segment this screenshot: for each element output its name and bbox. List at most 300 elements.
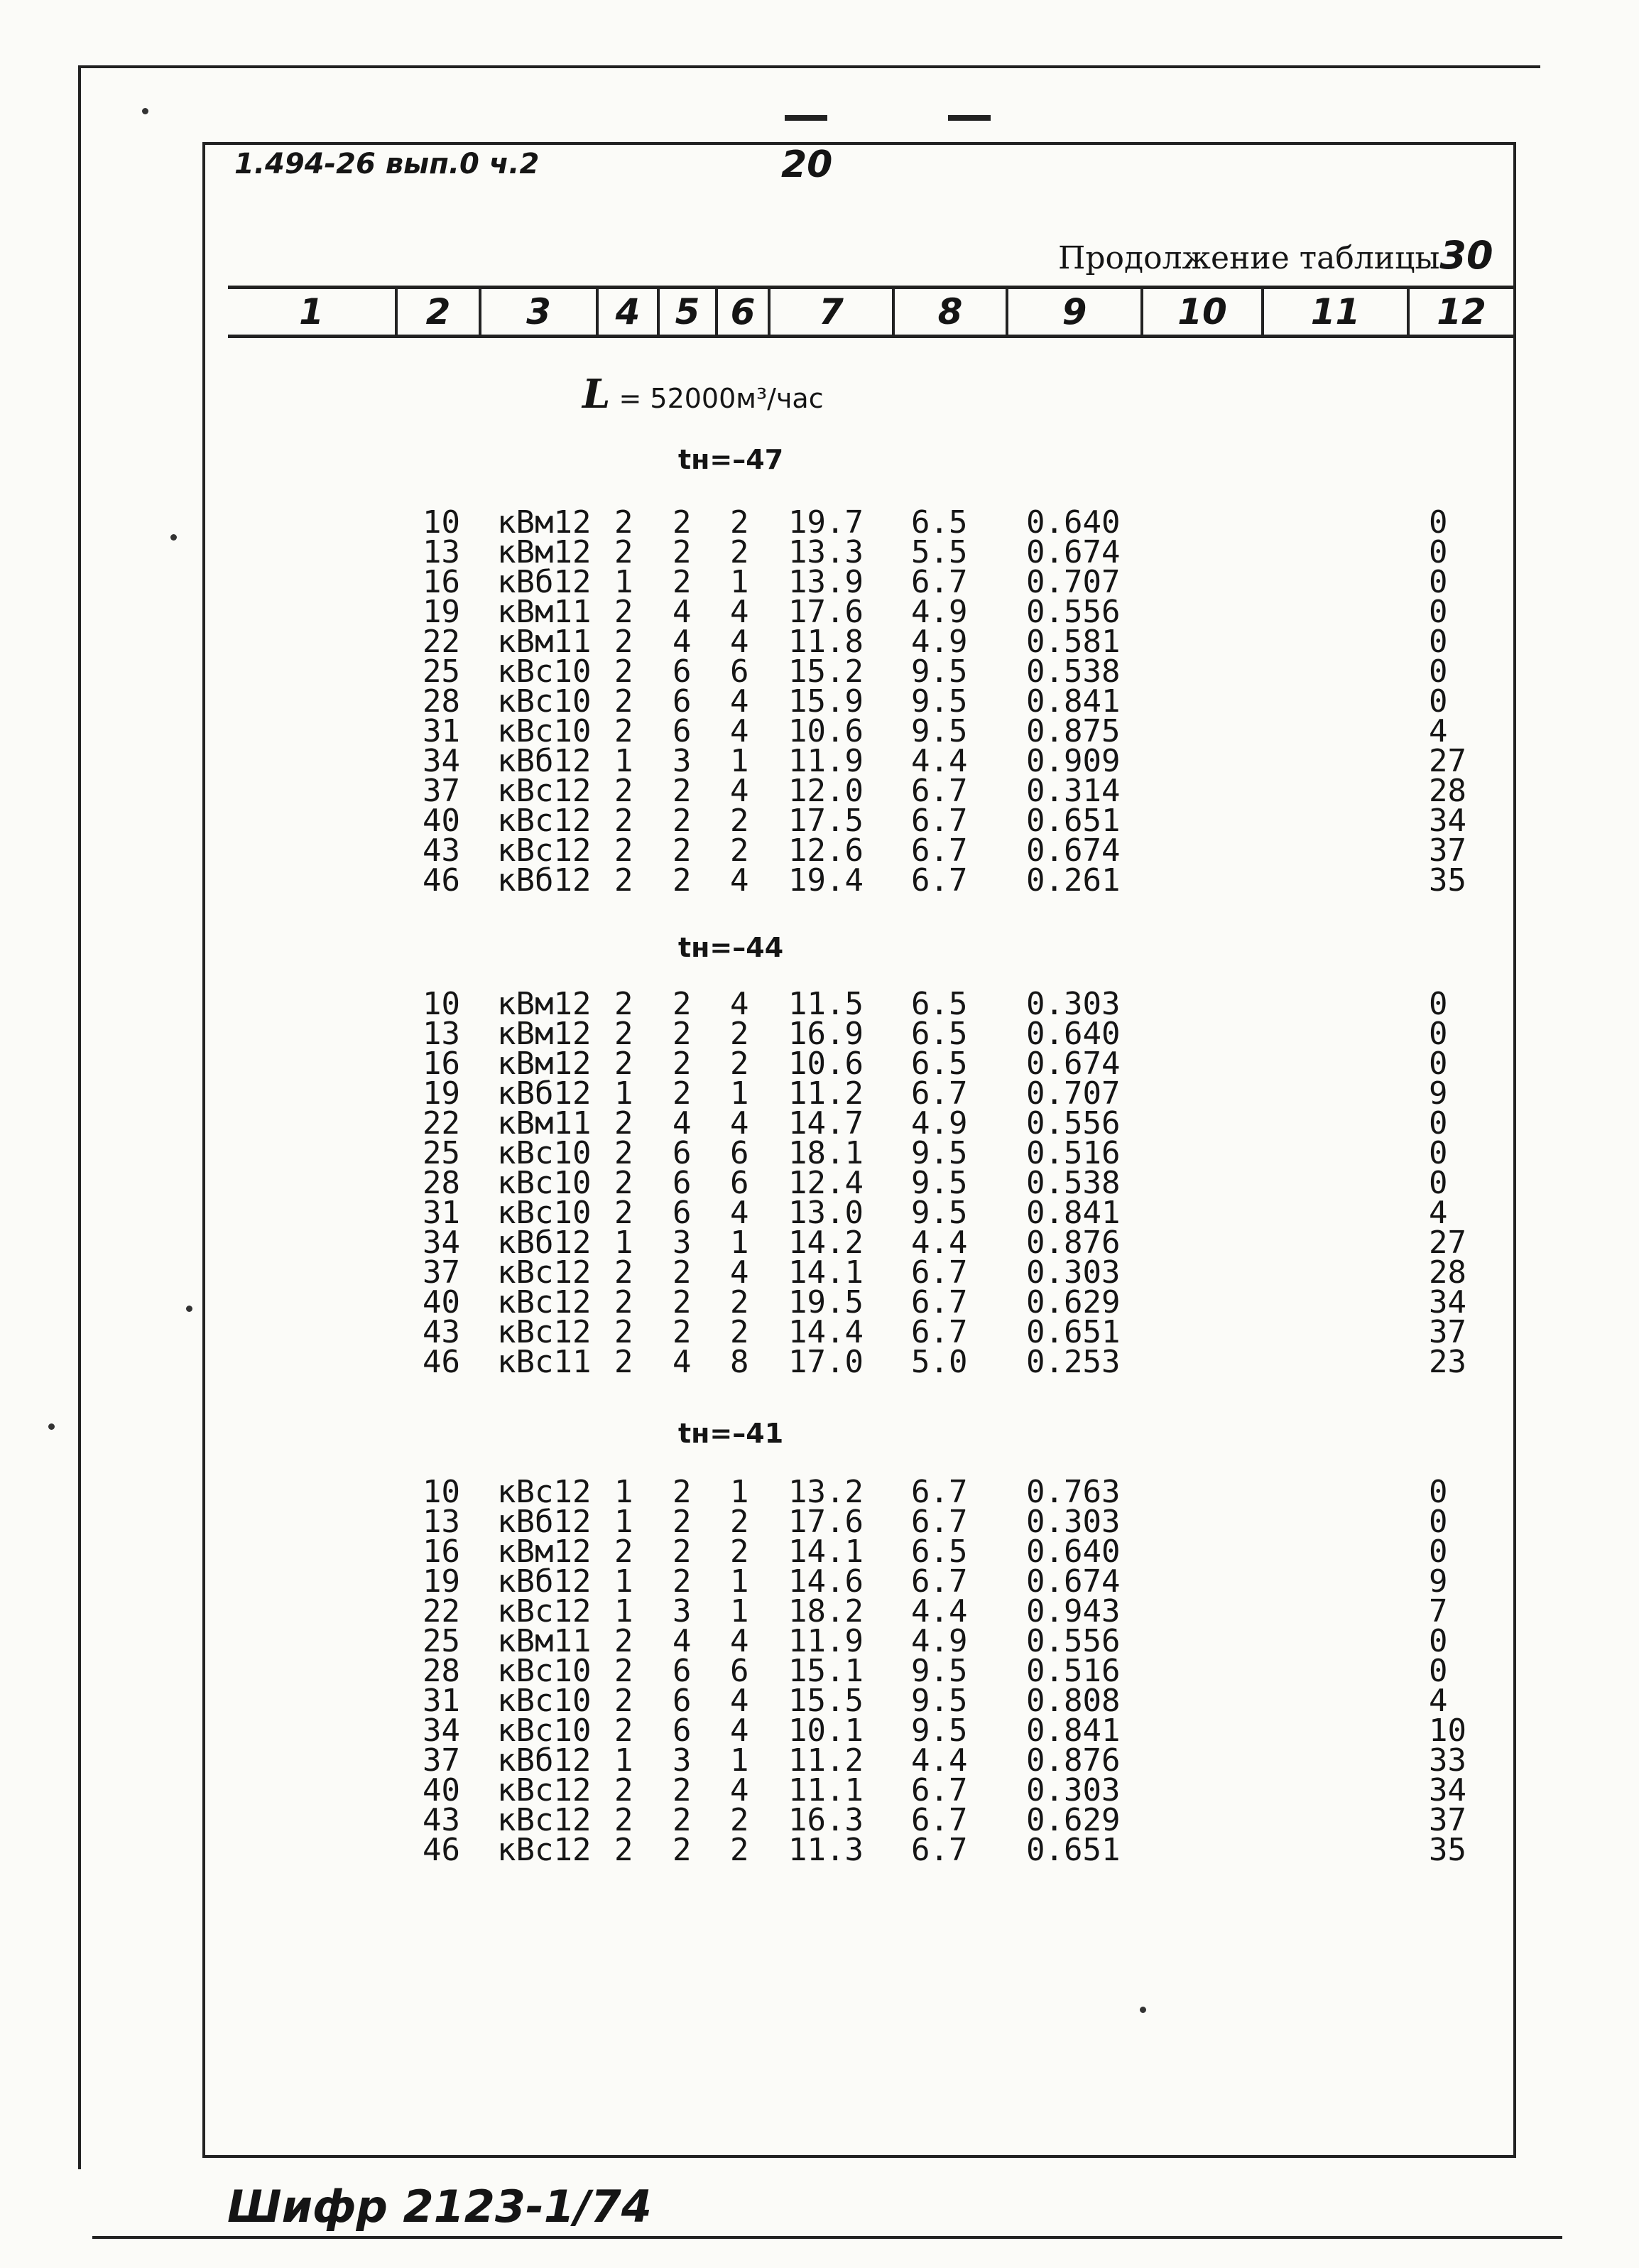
table-cell: 2	[673, 1284, 692, 1320]
table-cell: 6.7	[911, 862, 968, 899]
table-cell: 6.5	[911, 504, 968, 541]
table-cell: 0	[1429, 1046, 1448, 1082]
table-cell: 15.2	[788, 653, 864, 690]
table-cell: 10.6	[788, 1046, 864, 1082]
table-cell: 2	[614, 1254, 633, 1291]
table-cell: 16.9	[788, 1016, 864, 1052]
table-cell: 2	[614, 1135, 633, 1171]
table-cell: 0.909	[1026, 743, 1121, 779]
table-cell: 4	[730, 594, 749, 630]
page-number: 20	[781, 143, 833, 186]
table-cell: 2	[614, 1653, 633, 1689]
table-cell: 34	[1429, 1772, 1466, 1808]
table-cell: 11.3	[788, 1832, 864, 1868]
table-cell: 0.556	[1026, 1105, 1121, 1141]
table-cell: 9.5	[911, 713, 968, 749]
table-cell: 2	[673, 564, 692, 600]
table-cell: 2	[673, 504, 692, 541]
table-cell: 23	[1429, 1344, 1466, 1380]
table-cell: 0	[1429, 1534, 1448, 1570]
table-cell: 1	[730, 1563, 749, 1600]
table-cell: 0	[1429, 653, 1448, 690]
table-cell: 6.7	[911, 773, 968, 809]
table-cell: 1	[614, 564, 633, 600]
table-cell: 6.7	[911, 1802, 968, 1838]
table-cell: 4.4	[911, 1742, 968, 1779]
table-cell: 2	[673, 1314, 692, 1350]
table-cell: 0.876	[1026, 1742, 1121, 1779]
table-cell: кВс10	[497, 1713, 592, 1749]
table-cell: 2	[673, 1016, 692, 1052]
table-cell: 3	[673, 743, 692, 779]
table-cell: 10.6	[788, 713, 864, 749]
section-temperature-label: tн=–47	[678, 444, 784, 475]
table-cell: 0	[1429, 594, 1448, 630]
table-cell: 2	[673, 1772, 692, 1808]
table-cell: 0.538	[1026, 1165, 1121, 1201]
table-cell: 0.674	[1026, 1563, 1121, 1600]
table-cell: 2	[614, 1016, 633, 1052]
table-cell: кВс12	[497, 803, 592, 839]
table-cell: 4	[730, 1195, 749, 1231]
table-cell: 4	[730, 1683, 749, 1719]
table-cell: 34	[423, 1713, 460, 1749]
column-header: 8	[892, 289, 1006, 335]
table-cell: 2	[614, 803, 633, 839]
table-cell: 0.707	[1026, 564, 1121, 600]
table-cell: 11.5	[788, 986, 864, 1022]
table-cell: 6.7	[911, 1563, 968, 1600]
table-cell: 4	[730, 624, 749, 660]
table-cell: 35	[1429, 862, 1466, 899]
table-cell: 0	[1429, 986, 1448, 1022]
table-cell: 22	[423, 1593, 460, 1629]
table-cell: 9.5	[911, 1713, 968, 1749]
table-cell: 1	[614, 1225, 633, 1261]
top-dash-mark	[948, 115, 991, 121]
column-header: 3	[479, 289, 596, 335]
table-cell: 0.556	[1026, 1623, 1121, 1659]
table-cell: 27	[1429, 1225, 1466, 1261]
table-cell: кВс10	[497, 1683, 592, 1719]
table-cell: 0.674	[1026, 1046, 1121, 1082]
table-cell: 11.9	[788, 1623, 864, 1659]
table-cell: 3	[673, 1742, 692, 1779]
table-cell: 6	[730, 653, 749, 690]
table-cell: 2	[730, 1314, 749, 1350]
table-cell: 2	[614, 653, 633, 690]
table-cell: 13.0	[788, 1195, 864, 1231]
table-cell: 19.5	[788, 1284, 864, 1320]
table-cell: 12.0	[788, 773, 864, 809]
table-cell: 2	[673, 1504, 692, 1540]
table-cell: кВс10	[497, 1165, 592, 1201]
table-cell: 25	[423, 1623, 460, 1659]
table-cell: 1	[730, 1742, 749, 1779]
table-cell: 6	[673, 713, 692, 749]
table-cell: 4	[730, 1772, 749, 1808]
section-temperature-label: tн=–44	[678, 932, 784, 963]
table-cell: кВб12	[497, 1563, 592, 1600]
table-cell: 0.253	[1026, 1344, 1121, 1380]
table-cell: 2	[730, 504, 749, 541]
table-cell: кВм12	[497, 986, 592, 1022]
table-cell: кВм12	[497, 534, 592, 570]
column-header-row	[228, 286, 1513, 338]
table-cell: 0.651	[1026, 1832, 1121, 1868]
table-cell: 40	[423, 803, 460, 839]
table-cell: 0.651	[1026, 1314, 1121, 1350]
table-cell: 6.7	[911, 1284, 968, 1320]
table-cell: 6	[673, 1135, 692, 1171]
table-cell: 4.9	[911, 1105, 968, 1141]
ink-speck	[170, 534, 177, 541]
table-cell: 4	[730, 862, 749, 899]
table-cell: 40	[423, 1284, 460, 1320]
table-cell: 2	[614, 1832, 633, 1868]
table-cell: 16	[423, 1534, 460, 1570]
table-cell: 0	[1429, 1105, 1448, 1141]
table-cell: 0.516	[1026, 1135, 1121, 1171]
table-cell: 6	[673, 1195, 692, 1231]
table-cell: 1	[730, 1593, 749, 1629]
column-header: 12	[1407, 289, 1513, 335]
table-cell: 4	[730, 683, 749, 720]
table-cell: 4.4	[911, 743, 968, 779]
continuation-text: Продолжение таблицы	[1058, 240, 1440, 276]
table-cell: кВс12	[497, 1284, 592, 1320]
table-cell: 2	[614, 1046, 633, 1082]
table-cell: 0	[1429, 1474, 1448, 1510]
table-cell: 4.9	[911, 624, 968, 660]
table-cell: 0.674	[1026, 832, 1121, 869]
table-cell: 28	[423, 1653, 460, 1689]
table-cell: 37	[1429, 1314, 1466, 1350]
column-header: 4	[596, 289, 657, 335]
table-cell: 2	[673, 1046, 692, 1082]
table-cell: 6	[673, 1713, 692, 1749]
table-cell: 0.763	[1026, 1474, 1121, 1510]
table-cell: 2	[730, 1832, 749, 1868]
table-cell: 1	[730, 564, 749, 600]
table-cell: 0	[1429, 1165, 1448, 1201]
column-header: 6	[715, 289, 768, 335]
table-cell: 1	[614, 1593, 633, 1629]
table-cell: 9.5	[911, 1165, 968, 1201]
table-cell: кВс11	[497, 1344, 592, 1380]
table-cell: кВм11	[497, 1623, 592, 1659]
table-cell: 28	[1429, 1254, 1466, 1291]
table-cell: 2	[673, 1832, 692, 1868]
table-cell: 2	[673, 1075, 692, 1112]
table-cell: 10	[423, 504, 460, 541]
table-number: 30	[1439, 233, 1493, 278]
table-cell: 27	[1429, 743, 1466, 779]
table-cell: 2	[614, 832, 633, 869]
table-cell: 0.943	[1026, 1593, 1121, 1629]
table-cell: 0.314	[1026, 773, 1121, 809]
table-cell: 16	[423, 1046, 460, 1082]
table-cell: 35	[1429, 1832, 1466, 1868]
table-cell: 15.5	[788, 1683, 864, 1719]
table-cell: 1	[730, 743, 749, 779]
table-cell: 9	[1429, 1563, 1448, 1600]
table-cell: 0	[1429, 1504, 1448, 1540]
table-cell: кВс12	[497, 1772, 592, 1808]
table-cell: кВб12	[497, 743, 592, 779]
table-cell: 0.841	[1026, 1713, 1121, 1749]
table-cell: 0.629	[1026, 1802, 1121, 1838]
table-cell: 28	[423, 1165, 460, 1201]
table-cell: 6	[673, 1165, 692, 1201]
table-cell: 2	[614, 624, 633, 660]
table-cell: 37	[1429, 832, 1466, 869]
table-cell: 46	[423, 1832, 460, 1868]
table-cell: 19	[423, 1075, 460, 1112]
table-cell: 9.5	[911, 653, 968, 690]
table-cell: 2	[614, 1802, 633, 1838]
table-cell: 6.7	[911, 1254, 968, 1291]
table-cell: 11.2	[788, 1742, 864, 1779]
table-cell: 2	[730, 1284, 749, 1320]
table-cell: 0.303	[1026, 1254, 1121, 1291]
table-cell: 2	[614, 1713, 633, 1749]
column-header: 10	[1140, 289, 1261, 335]
table-cell: кВм12	[497, 1016, 592, 1052]
table-cell: 0.516	[1026, 1653, 1121, 1689]
table-cell: 6.7	[911, 1075, 968, 1112]
table-cell: 0.876	[1026, 1225, 1121, 1261]
table-cell: 0.640	[1026, 1016, 1121, 1052]
table-cell: 19	[423, 594, 460, 630]
table-cell: кВс12	[497, 1802, 592, 1838]
table-cell: 0.303	[1026, 1504, 1121, 1540]
table-cell: 46	[423, 862, 460, 899]
table-cell: 6	[730, 1135, 749, 1171]
table-cell: 1	[614, 1563, 633, 1600]
table-cell: 40	[423, 1772, 460, 1808]
flow-symbol: L	[582, 371, 611, 418]
table-cell: кВс10	[497, 1195, 592, 1231]
table-cell: 5.5	[911, 534, 968, 570]
table-cell: 2	[673, 986, 692, 1022]
table-cell: 9.5	[911, 1195, 968, 1231]
table-cell: 2	[614, 534, 633, 570]
table-cell: 43	[423, 832, 460, 869]
table-cell: 0	[1429, 1135, 1448, 1171]
column-header: 7	[768, 289, 892, 335]
table-cell: 6.7	[911, 564, 968, 600]
table-cell: кВс10	[497, 683, 592, 720]
table-cell: 2	[614, 773, 633, 809]
table-cell: 2	[673, 534, 692, 570]
table-cell: 0.651	[1026, 803, 1121, 839]
table-cell: 2	[673, 1474, 692, 1510]
table-cell: 17.6	[788, 594, 864, 630]
table-cell: 10	[1429, 1713, 1466, 1749]
table-cell: 28	[1429, 773, 1466, 809]
table-cell: 31	[423, 1683, 460, 1719]
table-cell: 2	[614, 683, 633, 720]
table-cell: 2	[730, 1046, 749, 1082]
table-cell: 2	[730, 803, 749, 839]
table-cell: 4	[673, 1344, 692, 1380]
table-cell: 2	[614, 1105, 633, 1141]
ink-speck	[186, 1306, 192, 1312]
table-cell: 6	[673, 1683, 692, 1719]
table-cell: 0.303	[1026, 1772, 1121, 1808]
table-cell: 4	[730, 986, 749, 1022]
table-cell: 12.4	[788, 1165, 864, 1201]
table-cell: 2	[673, 773, 692, 809]
column-header: 9	[1006, 289, 1140, 335]
table-cell: 6	[673, 653, 692, 690]
ink-speck	[48, 1423, 55, 1430]
table-cell: 1	[614, 1474, 633, 1510]
table-cell: 2	[730, 1802, 749, 1838]
table-cell: 1	[614, 743, 633, 779]
table-cell: 2	[673, 1802, 692, 1838]
table-cell: 17.5	[788, 803, 864, 839]
table-cell: 2	[673, 1254, 692, 1291]
table-cell: кВм12	[497, 1046, 592, 1082]
table-cell: 4	[673, 1623, 692, 1659]
table-cell: кВм11	[497, 1105, 592, 1141]
table-cell: кВм12	[497, 1534, 592, 1570]
table-cell: 22	[423, 624, 460, 660]
table-cell: 2	[614, 1344, 633, 1380]
table-cell: 4	[730, 1623, 749, 1659]
table-cell: 13.2	[788, 1474, 864, 1510]
table-cell: 8	[730, 1344, 749, 1380]
table-cell: 4	[730, 713, 749, 749]
table-cell: 2	[673, 1563, 692, 1600]
table-cell: кВс12	[497, 1474, 592, 1510]
table-cell: 6.7	[911, 1474, 968, 1510]
table-cell: 0.674	[1026, 534, 1121, 570]
table-cell: 9.5	[911, 1135, 968, 1171]
table-cell: 22	[423, 1105, 460, 1141]
column-header: 5	[657, 289, 715, 335]
table-cell: 34	[423, 743, 460, 779]
table-cell: 2	[673, 803, 692, 839]
table-cell: кВс10	[497, 1653, 592, 1689]
table-cell: 6.7	[911, 803, 968, 839]
table-cell: 2	[673, 832, 692, 869]
table-cell: кВб12	[497, 862, 592, 899]
table-cell: 14.1	[788, 1534, 864, 1570]
document-reference: 1.494-26 вып.0 ч.2	[234, 148, 540, 180]
table-cell: 4	[1429, 713, 1448, 749]
table-cell: 46	[423, 1344, 460, 1380]
table-cell: 0	[1429, 1016, 1448, 1052]
table-cell: 14.4	[788, 1314, 864, 1350]
table-cell: 10	[423, 986, 460, 1022]
table-cell: 0.707	[1026, 1075, 1121, 1112]
table-cell: 9	[1429, 1075, 1448, 1112]
table-cell: 2	[730, 1016, 749, 1052]
table-cell: 1	[730, 1225, 749, 1261]
table-cell: 0.808	[1026, 1683, 1121, 1719]
table-cell: 4	[673, 624, 692, 660]
table-cell: 0	[1429, 1623, 1448, 1659]
table-cell: 2	[614, 986, 633, 1022]
table-cell: 1	[614, 1742, 633, 1779]
table-cell: 37	[423, 1742, 460, 1779]
table-cell: кВс10	[497, 653, 592, 690]
table-cell: 7	[1429, 1593, 1448, 1629]
table-cell: 14.2	[788, 1225, 864, 1261]
table-cell: 2	[673, 1534, 692, 1570]
ink-speck	[1140, 2007, 1146, 2013]
section-temperature-label: tн=–41	[678, 1418, 784, 1449]
column-header: 1	[299, 291, 324, 332]
table-cell: 0.581	[1026, 624, 1121, 660]
table-cell: 10	[423, 1474, 460, 1510]
table-cell: 25	[423, 653, 460, 690]
table-cell: 4	[673, 594, 692, 630]
table-cell: кВб12	[497, 1225, 592, 1261]
table-cell: 19.4	[788, 862, 864, 899]
table-cell: 2	[730, 1534, 749, 1570]
table-cell: 6.7	[911, 1314, 968, 1350]
table-cell: кВб12	[497, 1742, 592, 1779]
table-cell: 4.4	[911, 1593, 968, 1629]
table-cell: 2	[614, 1534, 633, 1570]
table-cell: 0.538	[1026, 653, 1121, 690]
table-cell: 0.640	[1026, 1534, 1121, 1570]
table-cell: 4	[730, 773, 749, 809]
table-cell: 25	[423, 1135, 460, 1171]
table-cell: 1	[730, 1474, 749, 1510]
table-cell: 6.7	[911, 1772, 968, 1808]
flow-value: = 52000м³/час	[619, 383, 824, 414]
table-cell: 15.9	[788, 683, 864, 720]
table-cell: 13	[423, 1016, 460, 1052]
table-cell: 15.1	[788, 1653, 864, 1689]
table-cell: кВс12	[497, 1314, 592, 1350]
table-cell: 13	[423, 1504, 460, 1540]
table-cell: 13.3	[788, 534, 864, 570]
table-cell: 0.629	[1026, 1284, 1121, 1320]
table-cell: 5.0	[911, 1344, 968, 1380]
table-cell: 6.5	[911, 1534, 968, 1570]
document-cipher: Шифр 2123-1/74	[227, 2181, 652, 2232]
table-cell: 12.6	[788, 832, 864, 869]
table-cell: 6.7	[911, 1504, 968, 1540]
table-cell: 4.4	[911, 1225, 968, 1261]
table-cell: 2	[614, 504, 633, 541]
column-header: 2	[395, 289, 479, 335]
column-header: 11	[1261, 289, 1407, 335]
table-cell: 4	[730, 1713, 749, 1749]
table-cell: 4	[1429, 1195, 1448, 1231]
table-cell: 0.261	[1026, 862, 1121, 899]
table-cell: 0.303	[1026, 986, 1121, 1022]
table-cell: 6	[673, 683, 692, 720]
table-cell: 4	[730, 1105, 749, 1141]
table-cell: 4	[673, 1105, 692, 1141]
table-cell: 2	[614, 1683, 633, 1719]
table-cell: 11.8	[788, 624, 864, 660]
table-cell: 34	[1429, 803, 1466, 839]
table-cell: 3	[673, 1225, 692, 1261]
table-cell: 2	[730, 1504, 749, 1540]
table-cell: 0	[1429, 534, 1448, 570]
table-cell: кВм11	[497, 594, 592, 630]
table-cell: 19.7	[788, 504, 864, 541]
table-cell: 9.5	[911, 683, 968, 720]
